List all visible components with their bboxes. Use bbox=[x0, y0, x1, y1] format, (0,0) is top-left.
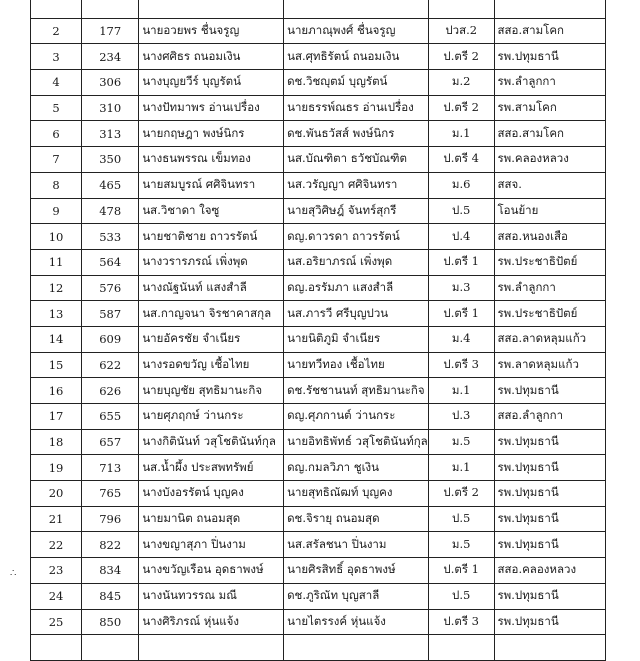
row-number-cell: 23 bbox=[31, 558, 82, 584]
table-row bbox=[31, 18, 606, 44]
table-row bbox=[31, 352, 606, 378]
education-level-cell: ป.ตรี 1 bbox=[428, 558, 494, 584]
row-number-cell: 20 bbox=[31, 481, 82, 507]
row-number-cell: 16 bbox=[31, 378, 82, 404]
margin-mark: ∴ bbox=[10, 568, 17, 579]
workplace-cell: รพ.ปทุมธานี bbox=[494, 455, 606, 481]
workplace-cell: รพ.ประชาธิปัตย์ bbox=[494, 249, 606, 275]
education-level-cell: ม.1 bbox=[428, 121, 494, 147]
table-row bbox=[31, 0, 606, 18]
education-level-cell bbox=[428, 0, 494, 18]
child-name-cell: ดช.พันธวัสส์ พงษ์นิกร bbox=[284, 121, 429, 147]
member-code-cell: 177 bbox=[82, 18, 139, 44]
member-code-cell: 313 bbox=[82, 121, 139, 147]
row-number-cell: 18 bbox=[31, 429, 82, 455]
child-name-cell: นายภาณุพงศ์ ชื่นจรูญ bbox=[284, 18, 429, 44]
child-name-cell: ดญ.ศุภกานต์ ว่านกระ bbox=[284, 404, 429, 430]
child-name-cell: นายนิติภูมิ จำเนียร bbox=[284, 326, 429, 352]
member-name-cell: นางรอดขวัญ เชื้อไทย bbox=[139, 352, 284, 378]
row-number-cell: 13 bbox=[31, 301, 82, 327]
education-level-cell: ป.ตรี 2 bbox=[428, 481, 494, 507]
education-level-cell: ป.ตรี 2 bbox=[428, 44, 494, 70]
member-name-cell: นางธนพรรณ เข็มทอง bbox=[139, 147, 284, 173]
workplace-cell: รพ.คลองหลวง bbox=[494, 147, 606, 173]
table-row bbox=[31, 172, 606, 198]
member-name-cell: นางปัทมาพร อ่านเปรื่อง bbox=[139, 95, 284, 121]
row-number-cell bbox=[31, 0, 82, 18]
member-name-cell: นายบุญชัย สุทธิมานะกิจ bbox=[139, 378, 284, 404]
row-number-cell: 9 bbox=[31, 198, 82, 224]
child-name-cell: นส.อริยาภรณ์ เพิ่งพุด bbox=[284, 249, 429, 275]
member-name-cell: นางศิริภรณ์ หุ่นแจ้ง bbox=[139, 609, 284, 635]
row-number-cell: 24 bbox=[31, 583, 82, 609]
row-number-cell: 5 bbox=[31, 95, 82, 121]
child-name-cell: ดช.จิรายุ ถนอมสุด bbox=[284, 506, 429, 532]
education-level-cell: ป.ตรี 3 bbox=[428, 609, 494, 635]
workplace-cell: สสอ.ลำลูกกา bbox=[494, 404, 606, 430]
workplace-cell: สสอ.หนองเสือ bbox=[494, 224, 606, 250]
member-code-cell: 234 bbox=[82, 44, 139, 70]
education-level-cell: ป.ตรี 1 bbox=[428, 249, 494, 275]
member-code-cell: 655 bbox=[82, 404, 139, 430]
member-name-cell: นางณัฐนันท์ แสงสำลี bbox=[139, 275, 284, 301]
workplace-cell: รพ.ลำลูกกา bbox=[494, 70, 606, 96]
member-name-cell: นายอัครชัย จำเนียร bbox=[139, 326, 284, 352]
member-name-cell bbox=[139, 0, 284, 18]
workplace-cell: รพ.ปทุมธานี bbox=[494, 609, 606, 635]
education-level-cell: ม.1 bbox=[428, 455, 494, 481]
child-name-cell: นายสุวิศิษฎ์ จันทร์สุกรี bbox=[284, 198, 429, 224]
row-number-cell: 7 bbox=[31, 147, 82, 173]
member-code-cell: 850 bbox=[82, 609, 139, 635]
workplace-cell: สสอ.คลองหลวง bbox=[494, 558, 606, 584]
table-row bbox=[31, 583, 606, 609]
education-level-cell: ป.4 bbox=[428, 224, 494, 250]
table-row bbox=[31, 378, 606, 404]
table-row bbox=[31, 198, 606, 224]
member-name-cell: นส.กาญจนา จิรชาคาสกุล bbox=[139, 301, 284, 327]
table-row bbox=[31, 326, 606, 352]
child-name-cell: นายศิรสิทธิ์ อุดธาพงษ์ bbox=[284, 558, 429, 584]
table-row bbox=[31, 609, 606, 635]
member-code-cell: 350 bbox=[82, 147, 139, 173]
child-name-cell bbox=[284, 635, 429, 661]
workplace-cell: สสอ.สามโคก bbox=[494, 18, 606, 44]
member-name-cell: นางขวัญเรือน อุดธาพงษ์ bbox=[139, 558, 284, 584]
table-row bbox=[31, 44, 606, 70]
workplace-cell: โอนย้าย bbox=[494, 198, 606, 224]
workplace-cell: สสอ.สามโคก bbox=[494, 121, 606, 147]
table-row bbox=[31, 481, 606, 507]
child-name-cell: นส.บัณฑิตา ธวัชบัณฑิต bbox=[284, 147, 429, 173]
member-name-cell: นางกิตินันท์ วสุโชตินันท์กุล bbox=[139, 429, 284, 455]
row-number-cell: 2 bbox=[31, 18, 82, 44]
member-code-cell: 478 bbox=[82, 198, 139, 224]
table-row bbox=[31, 249, 606, 275]
workplace-cell: รพ.ปทุมธานี bbox=[494, 506, 606, 532]
child-name-cell: ดช.รัชชานนท์ สุทธิมานะกิจ bbox=[284, 378, 429, 404]
member-name-cell: นางศศิธร ถนอมเงิน bbox=[139, 44, 284, 70]
child-name-cell: ดญ.กมลวิภา ชูเงิน bbox=[284, 455, 429, 481]
child-name-cell: นส.ศุทธิรัตน์ ถนอมเงิน bbox=[284, 44, 429, 70]
child-name-cell: นส.วรัญญา ศศิจินทรา bbox=[284, 172, 429, 198]
workplace-cell: รพ.ประชาธิปัตย์ bbox=[494, 301, 606, 327]
education-level-cell: ม.3 bbox=[428, 275, 494, 301]
member-code-cell: 822 bbox=[82, 532, 139, 558]
education-level-cell: ป.5 bbox=[428, 198, 494, 224]
member-name-cell bbox=[139, 635, 284, 661]
education-level-cell: ม.5 bbox=[428, 429, 494, 455]
education-level-cell: ม.4 bbox=[428, 326, 494, 352]
table-row bbox=[31, 558, 606, 584]
table-row bbox=[31, 455, 606, 481]
member-name-cell: นายกฤษฎา พงษ์นิกร bbox=[139, 121, 284, 147]
row-number-cell: 14 bbox=[31, 326, 82, 352]
child-name-cell bbox=[284, 0, 429, 18]
row-number-cell: 4 bbox=[31, 70, 82, 96]
child-name-cell: นส.สรัลชนา ปิ่นงาม bbox=[284, 532, 429, 558]
table-body bbox=[31, 0, 606, 660]
member-code-cell: 713 bbox=[82, 455, 139, 481]
education-level-cell: ป.5 bbox=[428, 506, 494, 532]
workplace-cell: รพ.ปทุมธานี bbox=[494, 481, 606, 507]
workplace-cell: รพ.ปทุมธานี bbox=[494, 532, 606, 558]
child-name-cell: ดญ.อรรัมภา แสงสำลี bbox=[284, 275, 429, 301]
member-code-cell: 465 bbox=[82, 172, 139, 198]
education-level-cell: ป.ตรี 3 bbox=[428, 352, 494, 378]
education-level-cell: ปวส.2 bbox=[428, 18, 494, 44]
row-number-cell: 11 bbox=[31, 249, 82, 275]
workplace-cell: รพ.ลำลูกกา bbox=[494, 275, 606, 301]
education-level-cell: ป.ตรี 1 bbox=[428, 301, 494, 327]
row-number-cell: 10 bbox=[31, 224, 82, 250]
member-code-cell: 564 bbox=[82, 249, 139, 275]
member-code-cell: 657 bbox=[82, 429, 139, 455]
child-name-cell: นายธรรพ์ณธร อ่านเปรื่อง bbox=[284, 95, 429, 121]
child-name-cell: นายสุทธิณัฒท์ บุญคง bbox=[284, 481, 429, 507]
table-row bbox=[31, 224, 606, 250]
table-row bbox=[31, 121, 606, 147]
workplace-cell bbox=[494, 0, 606, 18]
table-row bbox=[31, 275, 606, 301]
member-code-cell: 845 bbox=[82, 583, 139, 609]
child-name-cell: ดช.วิชญุตม์ บุญรัตน์ bbox=[284, 70, 429, 96]
education-level-cell: ม.6 bbox=[428, 172, 494, 198]
education-level-cell: ป.ตรี 2 bbox=[428, 95, 494, 121]
member-code-cell: 587 bbox=[82, 301, 139, 327]
member-code-cell: 310 bbox=[82, 95, 139, 121]
child-name-cell: นายอิทธิพัทธ์ วสุโชตินันท์กุล bbox=[284, 429, 429, 455]
member-name-cell: นายศุภฤกษ์ ว่านกระ bbox=[139, 404, 284, 430]
member-name-cell: นายอวยพร ชื่นจรูญ bbox=[139, 18, 284, 44]
member-code-cell: 834 bbox=[82, 558, 139, 584]
workplace-cell: รพ.สามโคก bbox=[494, 95, 606, 121]
table-row bbox=[31, 635, 606, 661]
member-name-cell: นายชาติชาย ถาวรรัตน์ bbox=[139, 224, 284, 250]
child-name-cell: ดช.ภูริณัท บุญสาลี bbox=[284, 583, 429, 609]
table-row bbox=[31, 404, 606, 430]
row-number-cell: 8 bbox=[31, 172, 82, 198]
education-level-cell: ม.5 bbox=[428, 532, 494, 558]
member-name-cell: นางนันทวรรณ มณี bbox=[139, 583, 284, 609]
member-code-cell: 796 bbox=[82, 506, 139, 532]
row-number-cell: 17 bbox=[31, 404, 82, 430]
member-name-cell: นส.น้ำผึ้ง ประสพทรัพย์ bbox=[139, 455, 284, 481]
member-name-cell: นางบุญยวีร์ บุญรัตน์ bbox=[139, 70, 284, 96]
table-row bbox=[31, 301, 606, 327]
member-code-cell: 622 bbox=[82, 352, 139, 378]
table-row bbox=[31, 506, 606, 532]
member-name-cell: นส.วิชาดา ใจซู bbox=[139, 198, 284, 224]
table-row bbox=[31, 70, 606, 96]
row-number-cell: 6 bbox=[31, 121, 82, 147]
education-level-cell: ป.ตรี 4 bbox=[428, 147, 494, 173]
member-name-cell: นายสมบูรณ์ ศศิจินทรา bbox=[139, 172, 284, 198]
workplace-cell: สสจ. bbox=[494, 172, 606, 198]
workplace-cell: รพ.ปทุมธานี bbox=[494, 583, 606, 609]
member-code-cell: 765 bbox=[82, 481, 139, 507]
table-row bbox=[31, 429, 606, 455]
workplace-cell: รพ.ปทุมธานี bbox=[494, 378, 606, 404]
row-number-cell: 15 bbox=[31, 352, 82, 378]
row-number-cell: 19 bbox=[31, 455, 82, 481]
workplace-cell bbox=[494, 635, 606, 661]
member-name-cell: นางบังอรรัตน์ บุญคง bbox=[139, 481, 284, 507]
education-level-cell: ม.1 bbox=[428, 378, 494, 404]
row-number-cell: 22 bbox=[31, 532, 82, 558]
row-number-cell bbox=[31, 635, 82, 661]
member-code-cell: 576 bbox=[82, 275, 139, 301]
member-code-cell: 533 bbox=[82, 224, 139, 250]
workplace-cell: สสอ.ลาดหลุมแก้ว bbox=[494, 326, 606, 352]
workplace-cell: รพ.ปทุมธานี bbox=[494, 429, 606, 455]
education-level-cell: ป.3 bbox=[428, 404, 494, 430]
child-name-cell: นายไตรรงค์ หุ่นแจ้ง bbox=[284, 609, 429, 635]
child-name-cell: นส.ภารวี ศรีบุญปวน bbox=[284, 301, 429, 327]
row-number-cell: 21 bbox=[31, 506, 82, 532]
member-name-cell: นางขญาสุภา ปิ่นงาม bbox=[139, 532, 284, 558]
row-number-cell: 12 bbox=[31, 275, 82, 301]
row-number-cell: 25 bbox=[31, 609, 82, 635]
member-name-cell: นางวรารภรณ์ เพิ่งพุด bbox=[139, 249, 284, 275]
table-row bbox=[31, 532, 606, 558]
education-level-cell: ป.5 bbox=[428, 583, 494, 609]
member-name-cell: นายมานิต ถนอมสุด bbox=[139, 506, 284, 532]
workplace-cell: รพ.ปทุมธานี bbox=[494, 44, 606, 70]
member-code-cell: 306 bbox=[82, 70, 139, 96]
workplace-cell: รพ.ลาดหลุมแก้ว bbox=[494, 352, 606, 378]
recipient-table bbox=[30, 0, 606, 661]
education-level-cell: ม.2 bbox=[428, 70, 494, 96]
table-row bbox=[31, 95, 606, 121]
child-name-cell: นายทวีทอง เชื้อไทย bbox=[284, 352, 429, 378]
education-level-cell bbox=[428, 635, 494, 661]
table-row bbox=[31, 147, 606, 173]
member-code-cell bbox=[82, 635, 139, 661]
member-code-cell bbox=[82, 0, 139, 18]
row-number-cell: 3 bbox=[31, 44, 82, 70]
member-code-cell: 609 bbox=[82, 326, 139, 352]
child-name-cell: ดญ.ดาวรดา ถาวรรัตน์ bbox=[284, 224, 429, 250]
member-code-cell: 626 bbox=[82, 378, 139, 404]
